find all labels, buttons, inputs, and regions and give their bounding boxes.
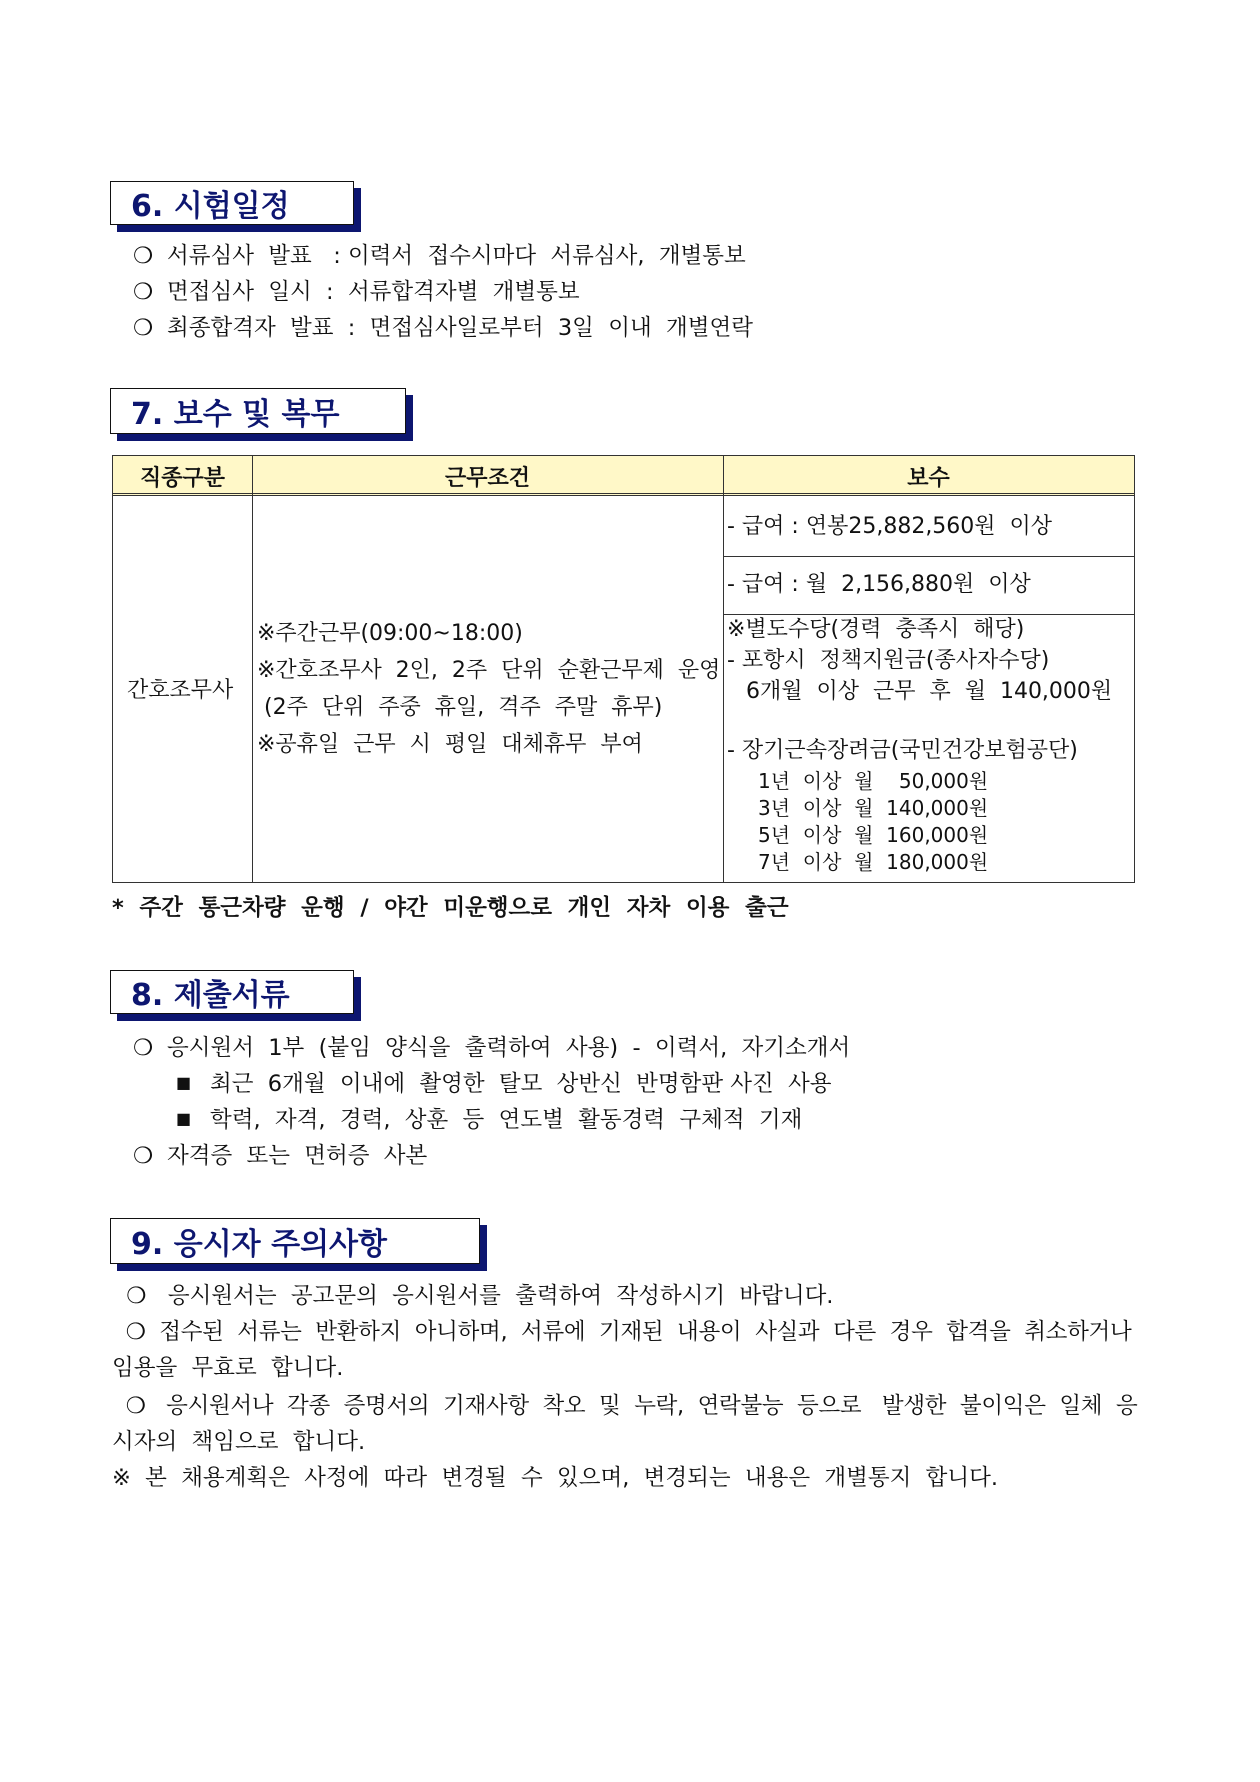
s9-line-6: ※ 본 채용계획은 사정에 따라 변경될 수 있으며, 변경되는 내용은 개별통지 합니다. bbox=[112, 1465, 999, 1491]
s8-subitem-1-text: 최근 6개월 이내에 촬영한 탈모 상반신 반명함판 사진 사용 bbox=[210, 1071, 832, 1097]
square-bullet-icon: ■ bbox=[176, 1109, 192, 1128]
s6-item-2-label: 면접심사 일시 bbox=[167, 279, 312, 305]
section-8-title: 8. 제출서류 bbox=[131, 978, 290, 1013]
circle-bullet-icon: ❍ bbox=[133, 279, 154, 305]
s8-subitem-1 bbox=[176, 1073, 832, 1096]
header-job-type: 직종구분 bbox=[139, 465, 225, 491]
s8-item-2 bbox=[133, 1145, 427, 1168]
condition-line-1: ※주간근무(09:00~18:00) bbox=[257, 621, 523, 646]
square-bullet-icon: ■ bbox=[176, 1073, 192, 1092]
s9-line-3: 임용을 무효로 합니다. bbox=[112, 1355, 344, 1381]
s6-item-2-sep: : bbox=[326, 279, 334, 305]
s6-item-1 bbox=[133, 245, 746, 268]
s6-item-1-label: 서류심사 발표 bbox=[167, 243, 312, 269]
s9-line-1: ❍ 응시원서는 공고문의 응시원서를 출력하여 작성하시기 바랍니다. bbox=[112, 1283, 834, 1309]
s6-item-1-value: 이력서 접수시마다 서류심사, 개별통보 bbox=[347, 243, 746, 269]
circle-bullet-icon: ❍ bbox=[133, 243, 154, 269]
section-7-heading bbox=[110, 388, 406, 434]
section-7-title: 7. 보수 및 복무 bbox=[131, 397, 340, 432]
section-8-heading bbox=[110, 970, 354, 1014]
pay-extra-line: 3년 이상 월 140,000원 bbox=[758, 796, 989, 820]
pay-extra-line: 1년 이상 월 50,000원 bbox=[758, 769, 989, 793]
pay-extra-line: 6개월 이상 근무 후 월 140,000원 bbox=[746, 679, 1113, 704]
section-9-heading bbox=[110, 1218, 480, 1264]
circle-bullet-icon: ❍ bbox=[133, 1035, 154, 1061]
s8-subitem-2-text: 학력, 자격, 경력, 상훈 등 연도별 활동경력 구체적 기재 bbox=[210, 1107, 803, 1133]
header-conditions: 근무조건 bbox=[444, 465, 530, 491]
pay-monthly: - 급여 : 월 2,156,880원 이상 bbox=[727, 572, 1031, 597]
pay-annual: - 급여 : 연봉25,882,560원 이상 bbox=[727, 514, 1053, 539]
s9-line-5: 시자의 책임으로 합니다. bbox=[112, 1429, 366, 1455]
section-6-heading bbox=[110, 181, 354, 225]
s6-item-3-label: 최종합격자 발표 bbox=[167, 315, 334, 341]
pay-table-header bbox=[113, 456, 1134, 496]
s8-subitem-2 bbox=[176, 1109, 802, 1132]
table-divider bbox=[723, 556, 1134, 557]
section-6-title: 6. 시험일정 bbox=[131, 189, 290, 224]
s9-line-4: ❍ 응시원서나 각종 증명서의 기재사항 착오 및 누락, 연락불능 등으로 발생한 불이익은 일체 응 bbox=[112, 1393, 1138, 1419]
condition-line-2: ※간호조무사 2인, 2주 단위 순환근무제 운영 bbox=[257, 658, 721, 683]
circle-bullet-icon: ❍ bbox=[133, 1143, 154, 1169]
pay-extra-line: 7년 이상 월 180,000원 bbox=[758, 850, 989, 874]
condition-line-3: (2주 단위 주중 휴일, 격주 주말 휴무) bbox=[257, 695, 663, 720]
s9-line-2: ❍ 접수된 서류는 반환하지 아니하며, 서류에 기재된 내용이 사실과 다른 경우 합격을 취소하거나 bbox=[112, 1319, 1132, 1345]
pay-extra-line: - 포항시 정책지원금(종사자수당) bbox=[727, 648, 1050, 673]
condition-line-4: ※공휴일 근무 시 평일 대체휴무 부여 bbox=[257, 732, 643, 757]
s6-item-2 bbox=[133, 281, 580, 304]
table-divider bbox=[723, 456, 724, 882]
pay-extra-title: ※별도수당(경력 충족시 해당) bbox=[727, 617, 1025, 642]
commute-note: * 주간 통근차량 운행 / 야간 미운행으로 개인 자차 이용 출근 bbox=[112, 895, 789, 921]
circle-bullet-icon: ❍ bbox=[133, 315, 154, 341]
s6-item-3 bbox=[133, 317, 753, 340]
pay-table bbox=[112, 455, 1135, 883]
s8-item-1 bbox=[133, 1037, 850, 1060]
pay-extra-line: 5년 이상 월 160,000원 bbox=[758, 823, 989, 847]
s8-item-2-text: 자격증 또는 면허증 사본 bbox=[167, 1143, 428, 1169]
job-type-cell: 간호조무사 bbox=[127, 678, 234, 703]
header-pay: 보수 bbox=[907, 465, 950, 491]
table-divider bbox=[252, 456, 253, 882]
s6-item-2-value: 서류합격자별 개별통보 bbox=[347, 279, 580, 305]
s8-item-1-text: 응시원서 1부 (붙임 양식을 출력하여 사용) - 이력서, 자기소개서 bbox=[167, 1035, 851, 1061]
section-9-title: 9. 응시자 주의사항 bbox=[131, 1227, 388, 1262]
s6-item-3-value: 면접심사일로부터 3일 이내 개별연락 bbox=[369, 315, 753, 341]
pay-extra-line: - 장기근속장려금(국민건강보험공단) bbox=[727, 738, 1078, 763]
s6-item-3-sep: : bbox=[347, 315, 356, 341]
table-divider bbox=[723, 614, 1134, 615]
s6-item-1-sep: : bbox=[333, 243, 341, 269]
